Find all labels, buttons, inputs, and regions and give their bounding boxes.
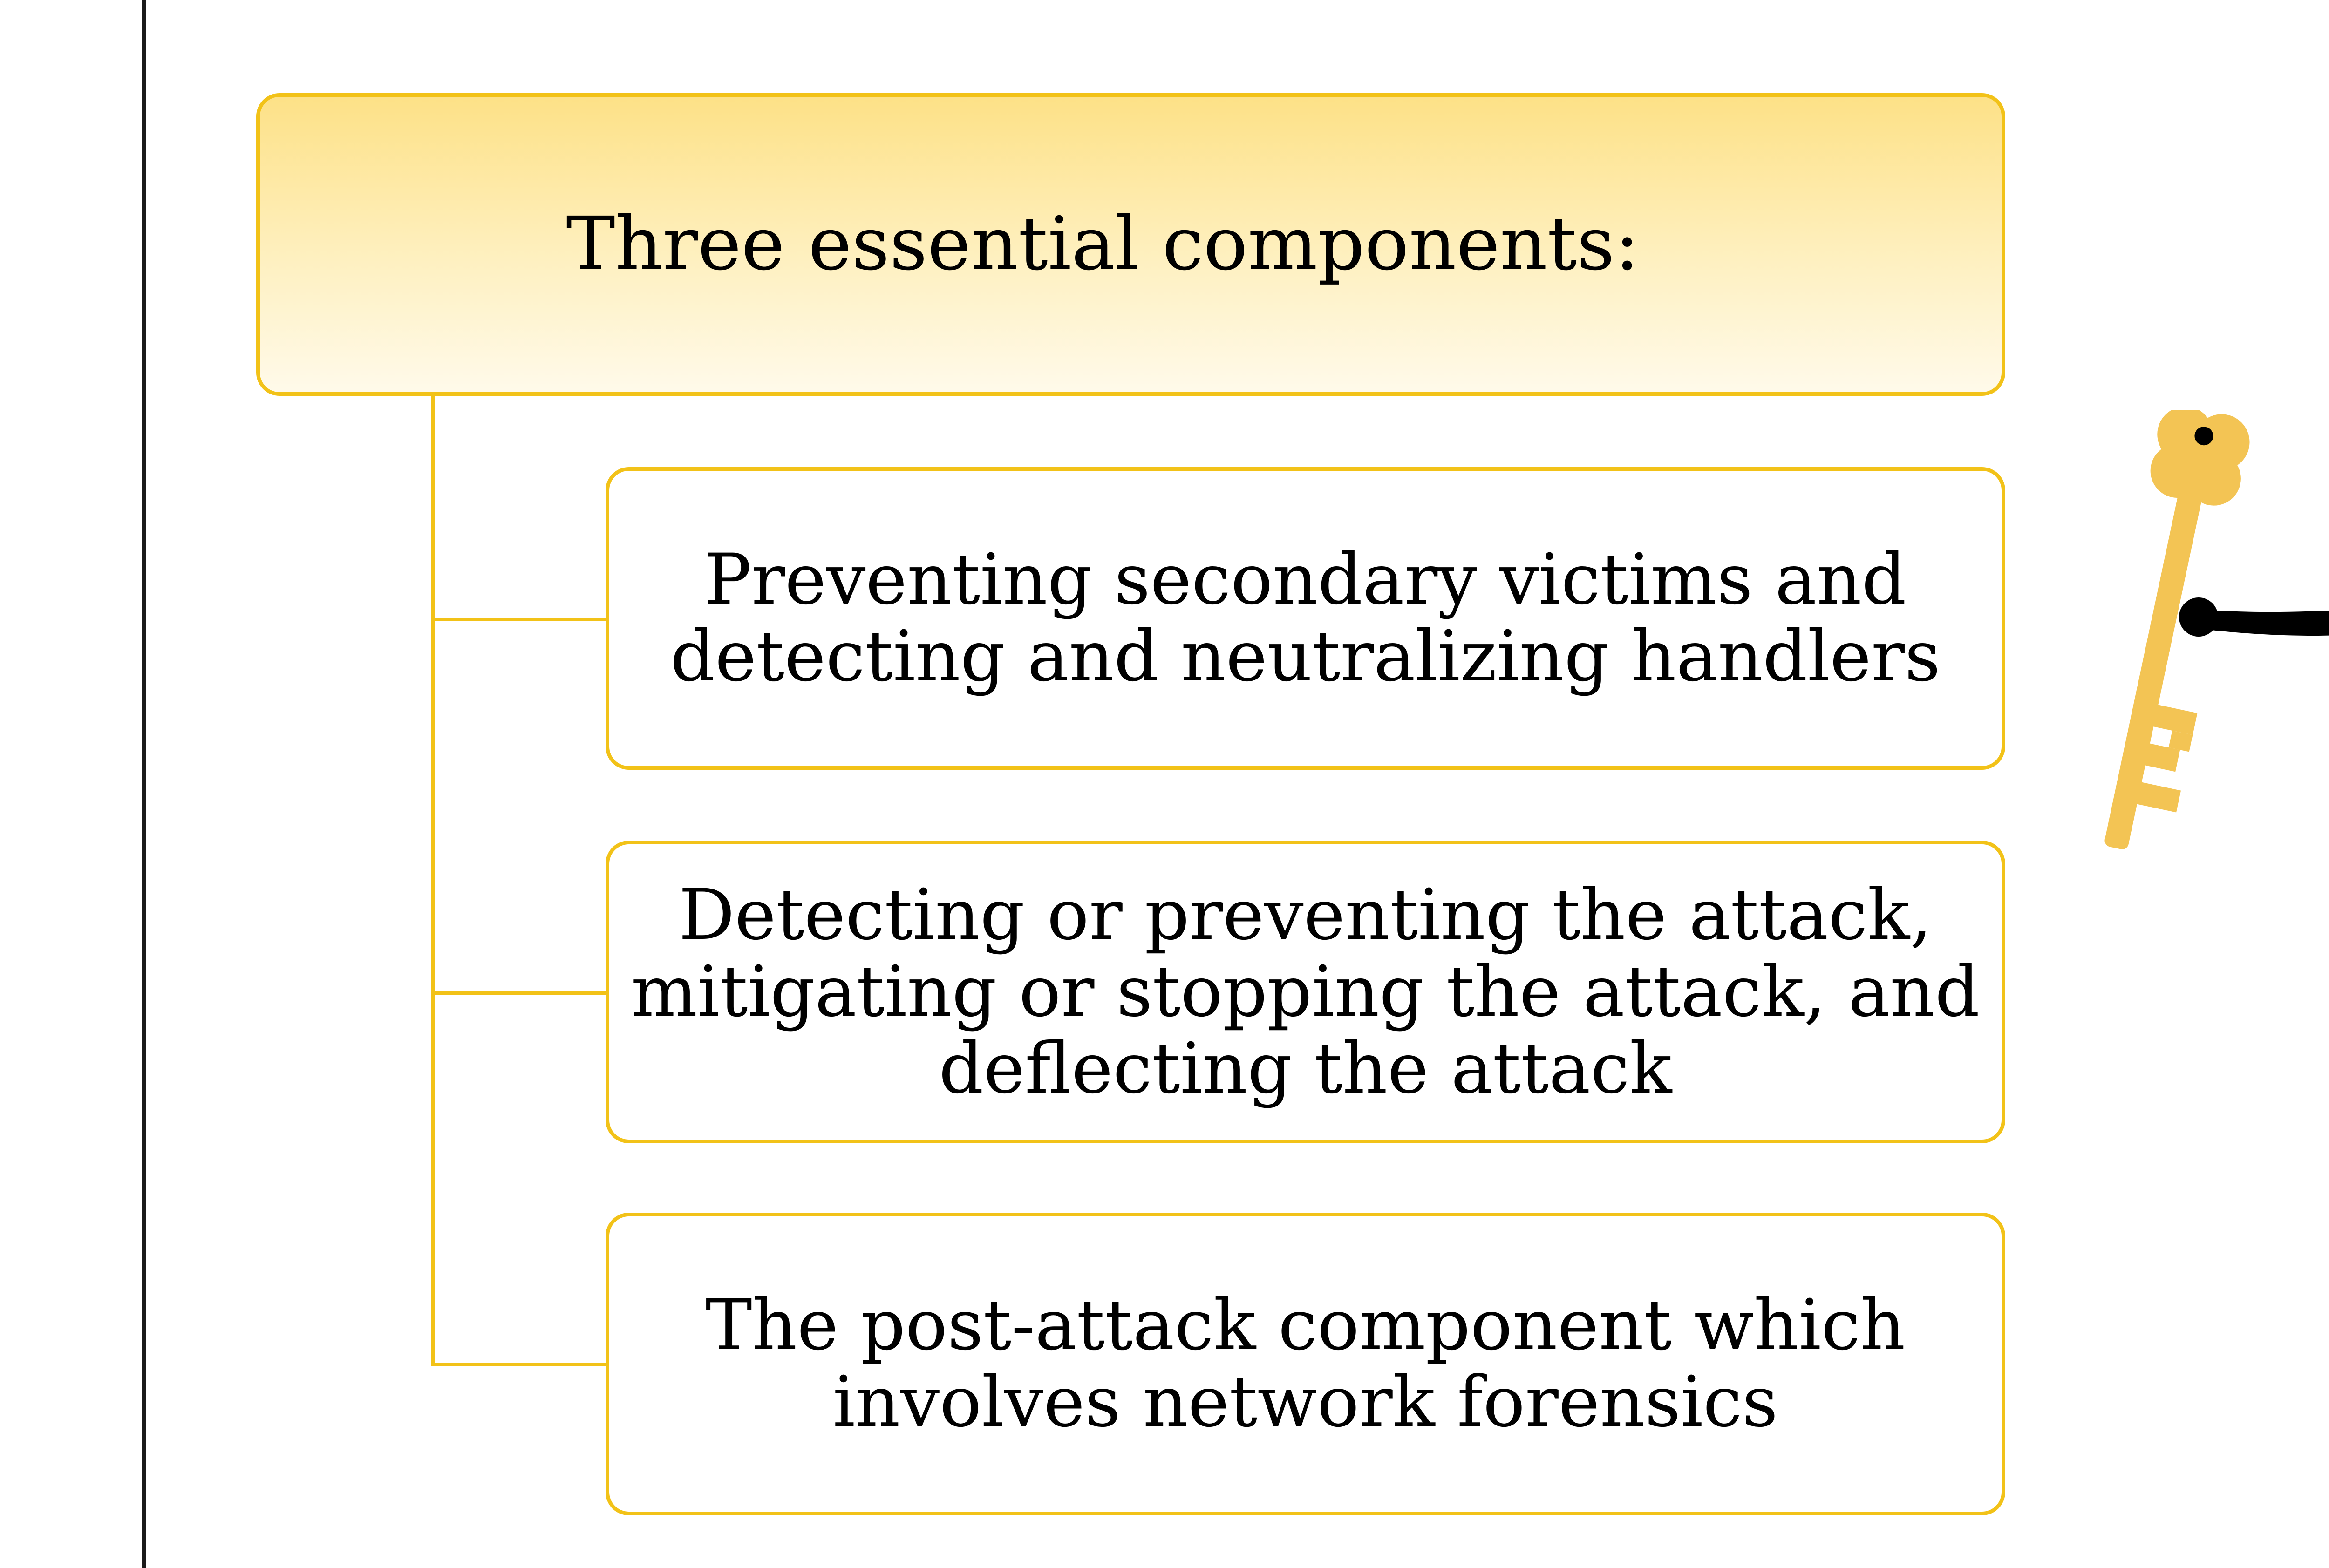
- component-text-1: Preventing secondary victims and detecting and neutralizing handlers: [670, 539, 1941, 697]
- component-text-3: The post-attack component which involves network forensics: [705, 1285, 1906, 1443]
- key-icon: [2070, 410, 2259, 859]
- left-border-line: [142, 0, 146, 1568]
- connector-trunk: [431, 396, 435, 1364]
- component-box-1: [606, 467, 2005, 770]
- connector-branch-1: [431, 618, 610, 621]
- component-box-3: [606, 1213, 2005, 1515]
- component-text-2: Detecting or preventing the attack, mitigating or stopping the attack, and deflecting the attack: [631, 874, 1980, 1109]
- connector-branch-2: [431, 991, 610, 995]
- component-box-2: [606, 841, 2005, 1143]
- connector-branch-3: [431, 1363, 610, 1366]
- header-title: Three essential components:: [566, 201, 1640, 287]
- figure-holding-key-icon: [2059, 410, 2329, 1136]
- figure-silhouette: [2179, 438, 2329, 1118]
- header-box: [256, 93, 2005, 396]
